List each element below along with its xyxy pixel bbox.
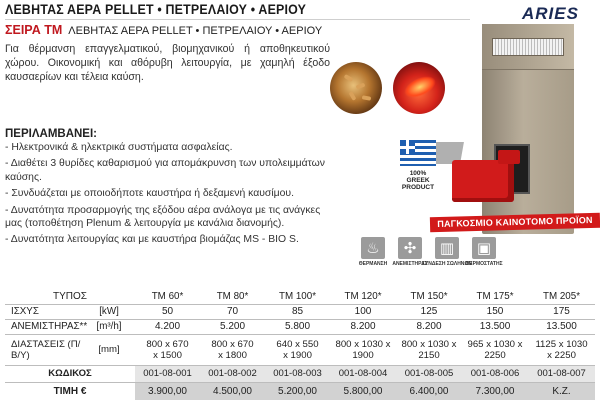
- row-label: ΔΙΑΣΤΑΣΕΙΣ (Π/Β/Υ): [5, 334, 83, 365]
- brand-logo: ARIES: [522, 4, 579, 23]
- table-cell: 001-08-004: [330, 365, 396, 382]
- table-cell: 001-08-003: [265, 365, 330, 382]
- table-cell: 001-08-002: [200, 365, 265, 382]
- table-cell: 85: [265, 304, 330, 319]
- table-cell: 5.200,00: [265, 382, 330, 400]
- specifications-table: [5, 289, 595, 400]
- boiler-product-image: [482, 24, 574, 234]
- feature-item: - Ηλεκτρονικά & ηλεκτρικά συστήματα ασφαλείας.: [5, 142, 233, 153]
- page-title: ΛΕΒΗΤΑΣ ΑΕΡΑ PELLET • ΠΕΤΡΕΛΑΙΟΥ • ΑΕΡΙΟΥ: [5, 2, 307, 17]
- feature-icons-row: [358, 237, 503, 267]
- intro-paragraph: Για θέρμανση επαγγελματικού, βιομηχανικού ή αποθηκευτικού χώρου. Οικονομική και αθόρυβη λειτουργία, με χαμηλή έξοδο καυσαερίων και τέλεια καύση.: [5, 43, 330, 83]
- row-unit: [kW]: [83, 304, 135, 319]
- table-cell: 50: [135, 304, 200, 319]
- table-cell: 13.500: [462, 319, 528, 334]
- includes-heading: ΠΕΡΙΛΑΜΒΑΝΕΙ:: [5, 128, 98, 140]
- flame-icon: ♨: [361, 237, 385, 259]
- thermostat-icon: ▣: [472, 237, 496, 259]
- chimney-icon: ▥: [435, 237, 459, 259]
- table-cell: 800 x 670 x 1800: [200, 334, 265, 365]
- model-header: TM 175*: [462, 289, 528, 304]
- table-row-code: [5, 365, 595, 382]
- table-cell: 001-08-007: [528, 365, 595, 382]
- table-cell: 001-08-006: [462, 365, 528, 382]
- red-burner: [452, 160, 514, 202]
- table-cell: 5.200: [200, 319, 265, 334]
- model-header: TM 150*: [396, 289, 462, 304]
- table-cell: 150: [462, 304, 528, 319]
- row-label: ΤΙΜΗ €: [5, 382, 135, 400]
- innovation-ribbon: ΠΑΓΚΟΣΜΙΟ ΚΑΙΝΟΤΟΜΟ ΠΡΟΪΟΝ: [430, 213, 600, 232]
- feature-icon-heating: ♨ ΘΕΡΜΑΝΣΗ: [358, 239, 388, 267]
- table-cell: 100: [330, 304, 396, 319]
- table-cell: 4.200: [135, 319, 200, 334]
- table-cell: 8.200: [330, 319, 396, 334]
- series-heading: [5, 23, 322, 37]
- table-cell: 8.200: [396, 319, 462, 334]
- table-cell: 800 x 1030 x 2150: [396, 334, 462, 365]
- fan-icon: ✣: [398, 237, 422, 259]
- table-cell: 5.800,00: [330, 382, 396, 400]
- row-label: ΙΣΧΥΣ: [5, 304, 83, 319]
- feature-item: - Συνδυάζεται με οποιοδήποτε καυστήρα ή δεξαμενή καυσίμου.: [5, 188, 294, 200]
- row-unit: [m³/h]: [83, 319, 135, 334]
- table-cell: 5.800: [265, 319, 330, 334]
- table-cell: 640 x 550 x 1900: [265, 334, 330, 365]
- flame-photo: [393, 62, 445, 114]
- row-unit: [mm]: [83, 334, 135, 365]
- row-label: ΑΝΕΜΙΣΤΗΡΑΣ**: [5, 319, 83, 334]
- pellets-photo: [330, 62, 382, 114]
- table-row-power: [5, 304, 595, 319]
- model-header: TM 100*: [265, 289, 330, 304]
- feature-icon-chimney: ▥ ΣΥΝΔΕΣΗ ΣΩΛΗΝΩΝ: [421, 239, 473, 267]
- table-row-dimensions: [5, 334, 595, 365]
- table-cell: Κ.Ζ.: [528, 382, 595, 400]
- table-cell: 001-08-005: [396, 365, 462, 382]
- feature-item: - Διαθέτει 3 θυρίδες καθαρισμού για απομάκρυνση των υπολειμμάτων καύσης.: [5, 158, 325, 183]
- model-header: TM 205*: [528, 289, 595, 304]
- table-cell: 3.900,00: [135, 382, 200, 400]
- air-outlet-grille: [492, 38, 564, 56]
- features-list: [5, 141, 335, 250]
- series-subtitle: ΛΕΒΗΤΑΣ ΑΕΡΑ PELLET • ΠΕΤΡΕΛΑΙΟΥ • ΑΕΡΙΟΥ: [68, 25, 323, 37]
- greek-flag-icon: [400, 140, 436, 166]
- table-cell: 7.300,00: [462, 382, 528, 400]
- feature-icon-fan: ✣ ΑΝΕΜΙΣΤΗΡΑΣ: [392, 239, 428, 267]
- table-cell: 965 x 1030 x 2250: [462, 334, 528, 365]
- table-cell: 175: [528, 304, 595, 319]
- table-cell: 70: [200, 304, 265, 319]
- table-cell: 6.400,00: [396, 382, 462, 400]
- table-cell: 125: [396, 304, 462, 319]
- table-row-price: [5, 382, 595, 400]
- model-header: TM 60*: [135, 289, 200, 304]
- table-cell: 001-08-001: [135, 365, 200, 382]
- title-divider: [5, 19, 470, 20]
- table-cell: 800 x 670 x 1500: [135, 334, 200, 365]
- row-label: ΚΩΔΙΚΟΣ: [5, 365, 135, 382]
- table-header-row: [5, 289, 595, 304]
- table-row-fan: [5, 319, 595, 334]
- table-cell: 13.500: [528, 319, 595, 334]
- model-header: TM 120*: [330, 289, 396, 304]
- feature-item: - Δυνατότητα λειτουργίας και με καυστήρα βιομάζας MS - BIO S.: [5, 234, 299, 246]
- series-code: ΣΕΙΡΑ TM: [5, 23, 63, 37]
- feature-item: - Δυνατότητα προσαρμογής της εξόδου αέρα ανάλογα με τις ανάγκες μας (τοποθέτηση Plenum & λειτουργία με κανάλια διανομής).: [5, 204, 321, 230]
- table-cell: 1125 x 1030 x 2250: [528, 334, 595, 365]
- model-header: TM 80*: [200, 289, 265, 304]
- table-cell: 4.500,00: [200, 382, 265, 400]
- feature-icon-thermostat: ▣ ΘΕΡΜΟΣΤΑΤΗΣ: [465, 239, 503, 267]
- type-header: ΤΥΠΟΣ: [5, 289, 135, 304]
- table-cell: 800 x 1030 x 1900: [330, 334, 396, 365]
- greek-product-badge: 100% GREEK PRODUCT: [401, 170, 435, 191]
